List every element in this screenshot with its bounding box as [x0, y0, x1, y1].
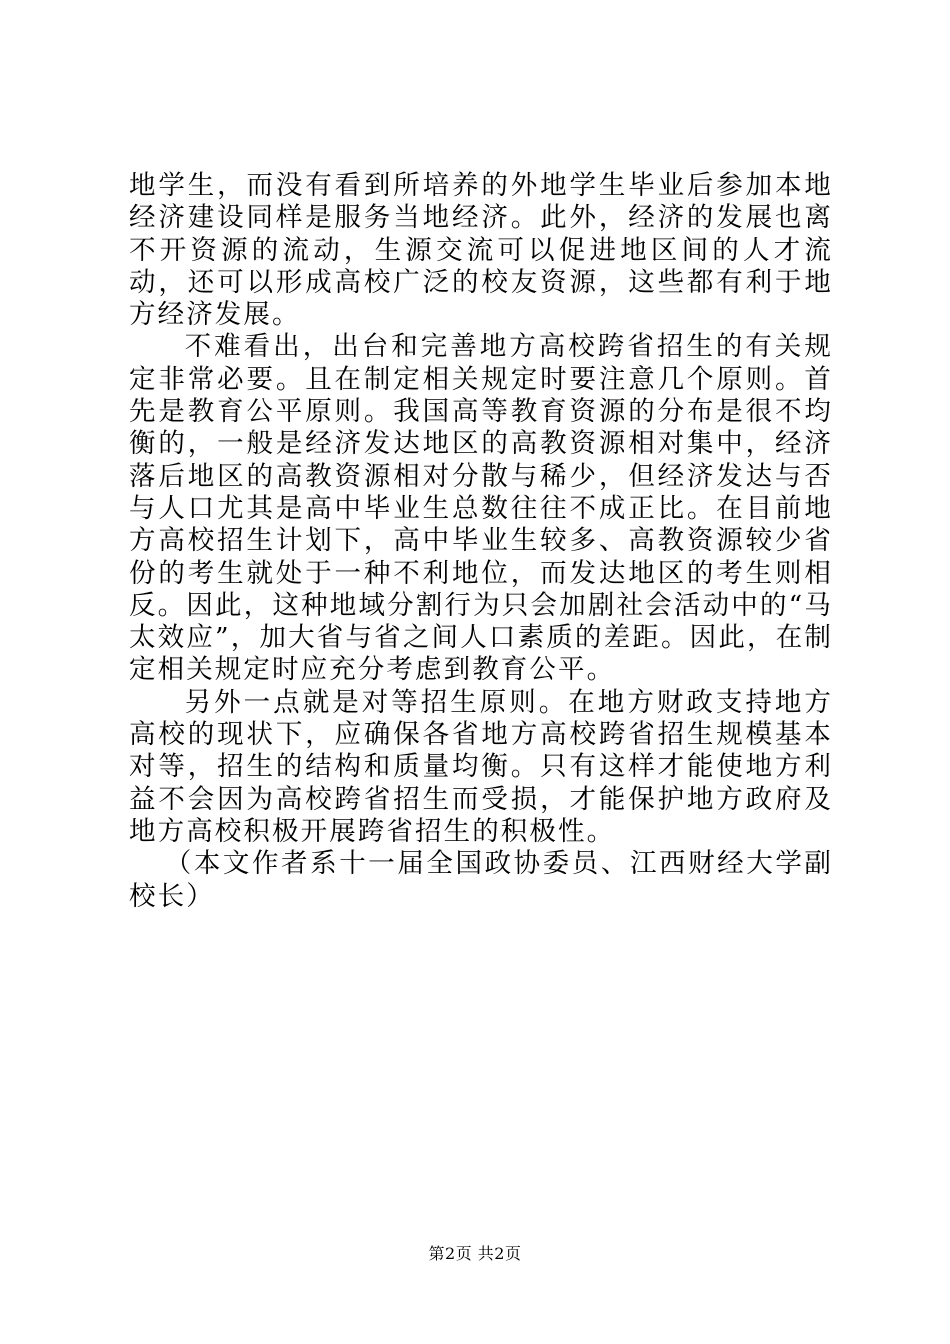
paragraph-reciprocity: 另外一点就是对等招生原则。在地方财政支持地方高校的现状下，应确保各省地方高校跨省招生规模基本对等，招生的结构和质量均衡。只有这样才能使地方利益不会因为高校跨省招生而受损，才能保护地方政府及地方高校积极开展跨省招生的积极性。 — [129, 686, 833, 847]
paragraph-principles: 不难看出，出台和完善地方高校跨省招生的有关规定非常必要。且在制定相关规定时要注意几个原则。首先是教育公平原则。我国高等教育资源的分布是很不均衡的，一般是经济发达地区的高教资源相对集中，经济落后地区的高教资源相对分散与稀少，但经济发达与否与人口尤其是高中毕业生总数往往不成正比。在目前地方高校招生计划下，高中毕业生较多、高教资源较少省份的考生就处于一种不利地位，而发达地区的考生则相反。因此，这种地域分割行为只会加剧社会活动中的“马太效应”，加大省与省之间人口素质的差距。因此，在制定相关规定时应充分考虑到教育公平。 — [129, 331, 833, 686]
paragraph-continuation: 地学生，而没有看到所培养的外地学生毕业后参加本地经济建设同样是服务当地经济。此外，经济的发展也离不开资源的流动，生源交流可以促进地区间的人才流动，还可以形成高校广泛的校友资源，这些都有利于地方经济发展。 — [129, 170, 833, 331]
page-footer: 第2页 共2页 — [428, 1244, 522, 1263]
article-body — [129, 170, 833, 913]
author-note: （本文作者系十一届全国政协委员、江西财经大学副校长） — [129, 848, 833, 912]
